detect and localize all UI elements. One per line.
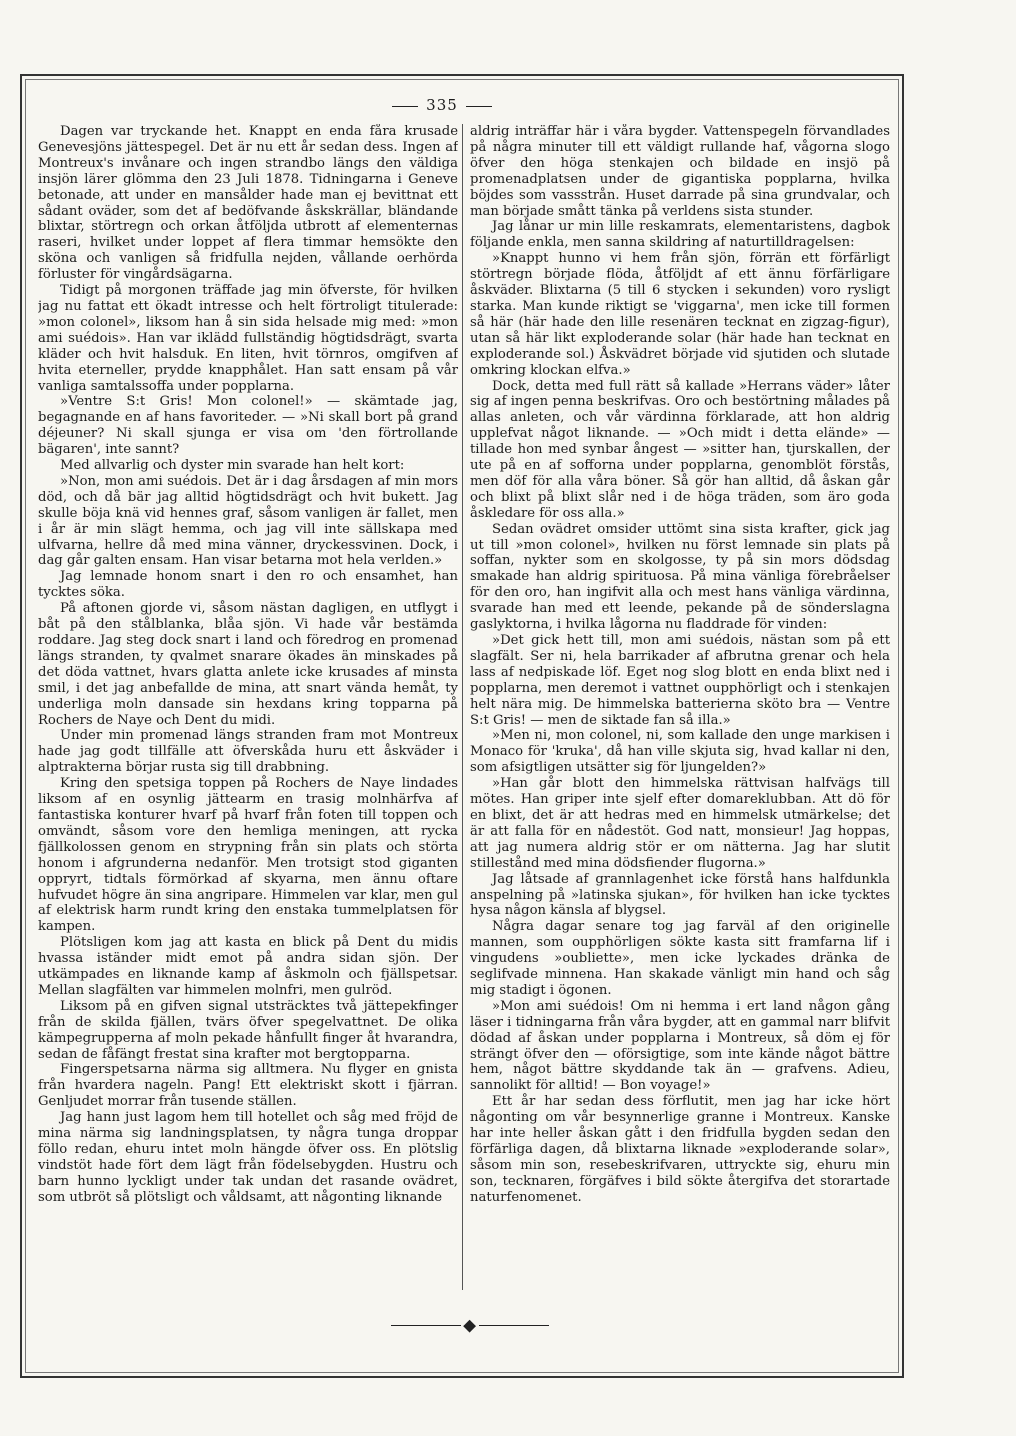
- column-divider: [462, 124, 463, 1290]
- paragraph: Dagen var tryckande het. Knappt en enda fåra krusade Genevesjöns jättespegel. Det är nu ett år sedan dess. Ingen af Montreux's invånare och ingen strandbo längs den väldiga insjön lärer glömma den 23 Juli 1878. Tidningarna i Geneve betonade, att under en mansålder hade man ej bevittnat ett sådant oväder, som det af bedöfvande åskskrällar, bländande blixtar, störtregn och orkan åtföljda utbrott af elementernas raseri, hvilket under loppet af flera timmar hemsökte den sköna och vanligen så fridfulla nejden, vållande oerhörda förluster för vingårdsägarna.: [38, 124, 458, 283]
- paragraph: »Men ni, mon colonel, ni, som kallade den unge markisen i Monaco för 'kruka', då han ville skjuta sig, hvad kallar ni den, som afsigtligen utsätter sig för ljungelden?»: [470, 728, 890, 776]
- paragraph: »Mon ami suédois! Om ni hemma i ert land någon gång läser i tidningarna från våra bygder, att en gammal narr blifvit dödad af åskan under popplarna i Montreux, så döm ej för strängt öfver den — oförsigtige, som inte kände något bättre hem, något bättre skyddande tak än — grafvens. Adieu, sannolikt för alltid! — Bon voyage!»: [470, 998, 890, 1094]
- paragraph: »Han går blott den himmelska rättvisan halfvägs till mötes. Han griper inte sjelf efter domareklubban. Att dö för en blixt, det är att hedras med en himmelsk utmärkelse; det är att falla för en nådestöt. God natt, monsieur! Jag hoppas, att jag numera aldrig stör er om nätterna. Jag har slutit stillestånd med mina dödsfiender flugorna.»: [470, 776, 890, 871]
- paragraph: »Det gick hett till, mon ami suédois, nästan som på ett slagfält. Ser ni, hela barrikader af afbrutna grenar och hela lass af nedpiskade löf. Eget nog slog blott en enda blixt ned i popplarna, men deremot i vattnet oupphörligt och i stenkajen helt nära mig. De himmelska batterierna sköto bra — Ventre S:t Gris! — men de siktade fan så illa.»: [470, 633, 890, 728]
- paragraph: Liksom på en gifven signal utsträcktes två jättepekfinger från de skilda fjällen, tvärs öfver spegelvattnet. De olika kämpegrupperna af moln pekade hånfullt finger åt hvarandra, sedan de fåfängt frestat sina krafter mot bergtopparna.: [38, 998, 458, 1062]
- end-ornament: [370, 1315, 570, 1335]
- page-number-dash-left: [392, 106, 418, 107]
- paragraph: Tidigt på morgonen träffade jag min öfverste, för hvilken jag nu fattat ett ökadt intresse och helt förtroligt titulerade: »mon colonel», liksom han å sin sida helsade mig med: »mon ami suédois». Han var iklädd fullständig högtidsdrägt, svarta kläder och hvit halsduk. En liten, hvit törnros, omgifven af hvita eterneller, prydde knapphålet. Han satt ensam på vår vanliga samtalssoffa under popplarna.: [38, 283, 458, 394]
- page-number-text: 335: [426, 96, 458, 114]
- right-column: [470, 124, 890, 1294]
- page-number: [0, 96, 884, 114]
- paragraph: Fingerspetsarna närma sig alltmera. Nu flyger en gnista från hvardera nageln. Pang! Ett elektriskt skott i fjärran. Genljudet morrar från tusende ställen.: [38, 1062, 458, 1110]
- page-number-dash-right: [466, 106, 492, 107]
- paragraph: På aftonen gjorde vi, såsom nästan dagligen, en utflygt i båt på den stålblanka, blåa sjön. Vi hade vår bestämda roddare. Jag steg dock snart i land och föredrog en promenad längs stranden, ty qvalmet snarare ökades än minskades på det döda vattnet, hvars glatta anlete icke krusades af minsta smil, i det jag anbefallde de mina, att snart vända hemåt, ty underliga moln dansade sin hexdans kring topparna på Rochers de Naye och Dent du midi.: [38, 601, 458, 728]
- paragraph: Dock, detta med full rätt så kallade »Herrans väder» låter sig af ingen penna beskrifvas. Oro och bestörtning målades på allas anleten, och vår värdinna förklarade, att hon aldrig upplefvat något liknande. — »Och midt i detta elände» — tillade hon med synbar ångest — »sitter han, tjurskallen, der ute på en af sofforna under popplarna, genomblöt förstås, men döf för alla våra böner. Så gör han alltid, då åskan går och blixt på blixt slår ned i de höga träden, som äro goda åskledare för oss alla.»: [470, 378, 890, 521]
- paragraph: aldrig inträffar här i våra bygder. Vattenspegeln förvandlades på några minuter till ett väldigt rullande haf, vågorna slogo öfver den höga stenkajen och bildade en insjö på promenadplatsen under de gigantiska popplarna, hvilka böjdes som vassstrån. Huset darrade på sina grundvalar, och man började smått tänka på verldens sista stunder.: [470, 124, 890, 219]
- ornament-line-left: [391, 1325, 461, 1326]
- paragraph: »Ventre S:t Gris! Mon colonel!» — skämtade jag, begagnande en af hans favoriteder. — »Ni skall bort på grand déjeuner? Ni skall sjunga er visa om 'den förtrollande bägaren', inte sannt?: [38, 394, 458, 458]
- paragraph: Under min promenad längs stranden fram mot Montreux hade jag godt tillfälle att öfverskåda huru ett åskväder i alptrakterna börjar rusta sig till drabbning.: [38, 728, 458, 776]
- left-column: [38, 124, 458, 1294]
- paragraph: Ett år har sedan dess förflutit, men jag har icke hört någonting om vår besynnerlige granne i Montreux. Kanske har inte heller åskan gått i den fridfulla bygden sedan den förfärliga dagen, då blixtarna liknade »exploderande solar», såsom min son, resebeskrifvaren, uttryckte sig, ehuru min son, tecknaren, förgäfves i bild sökte återgifva det storartade naturfenomenet.: [470, 1094, 890, 1205]
- paragraph: Jag låtsade af grannlagenhet icke förstå hans halfdunkla anspelning på »latinska sjukan», för hvilken han icke tycktes hysa någon känsla af blygsel.: [470, 871, 890, 919]
- paragraph: Jag lånar ur min lille reskamrats, elementaristens, dagbok följande enkla, men sanna skildring af naturtilldragelsen:: [470, 219, 890, 251]
- paragraph: Jag hann just lagom hem till hotellet och såg med fröjd de mina närma sig landningsplatsen, ty några tunga droppar föllo redan, ehuru intet moln hängde öfver oss. En plötslig vindstöt hade fört dem lägt från födelsebygden. Hustru och barn hunno lyckligt under tak undan det rasande ovädret, som utbröt så plötsligt och våldsamt, att någonting liknande: [38, 1110, 458, 1205]
- ornament-diamond-icon: ◆: [463, 1315, 477, 1335]
- ornament-line-right: [479, 1325, 549, 1326]
- paragraph: Sedan ovädret omsider uttömt sina sista krafter, gick jag ut till »mon colonel», hvilken nu först lemnade sin plats på soffan, nykter som en skolgosse, ty på sin mors dödsdag smakade han aldrig spirituosa. På mina vänliga förebråelser för den oro, han ingifvit alla och mest hans vänliga värdinna, svarade han med ett leende, pekande på de sönderslagna gaslyktorna, i hvilka lågorna nu fladdrade för vinden:: [470, 521, 890, 633]
- paragraph: »Knappt hunno vi hem från sjön, förrän ett förfärligt störtregn började flöda, åtföljdt af ett ännu förfärligare åskväder. Blixtarna (5 till 6 stycken i sekunden) voro rysligt starka. Man kunde riktigt se 'viggarna', men icke till formen så här (här hade den lille resenären tecknat en zigzag-figur), utan så här likt exploderande solar (här hade han tecknat en exploderande sol.) Åskvädret började vid sjutiden och slutade omkring klockan elfva.»: [470, 251, 890, 378]
- paragraph: »Non, mon ami suédois. Det är i dag årsdagen af min mors död, och då bär jag alltid högtidsdrägt och hvit bukett. Jag skulle böja knä vid hennes graf, såsom vanligen är fallet, men i år är min slägt hemma, och jag vill inte sällskapa med ulfvarna, hellre då med mina vänner, dryckessvinen. Dock, i dag går galten ensam. Han visar betarna mot hela verlden.»: [38, 473, 458, 569]
- paragraph: Jag lemnade honom snart i den ro och ensamhet, han tycktes söka.: [38, 569, 458, 601]
- paragraph: Plötsligen kom jag att kasta en blick på Dent du midis hvassa iständer midt emot på andra sidan sjön. Der utkämpades en liknande kamp af åskmoln och fjällspetsar. Mellan slagfälten var himmelen molnfri, men gulröd.: [38, 935, 458, 998]
- paragraph: Kring den spetsiga toppen på Rochers de Naye lindades liksom af en osynlig jättearm en trasig molnhärfva af fantastiska konturer hvarf på hvarf från foten till toppen och omvändt, såsom vore den hemliga meningen, att rycka fjällkolossen genom en strypning från sin plats och störta honom i afgrunderna nedanför. Men trotsigt stod giganten oppryrt, tidtals förmörkad af skyarna, men ännu oftare hufvudet högre än sina angripare. Himmelen var klar, men gul af elektrisk harm rundt kring den enstaka tummelplatsen för kampen.: [38, 776, 458, 935]
- paragraph: Några dagar senare tog jag farväl af den originelle mannen, som oupphörligen sökte kasta sitt framfarna lif i vingudens »oubliette», men icke lyckades dränka de seglifvade minnena. Han skakade vänligt min hand och såg mig stadigt i ögonen.: [470, 919, 890, 998]
- paragraph: Med allvarlig och dyster min svarade han helt kort:: [60, 458, 405, 474]
